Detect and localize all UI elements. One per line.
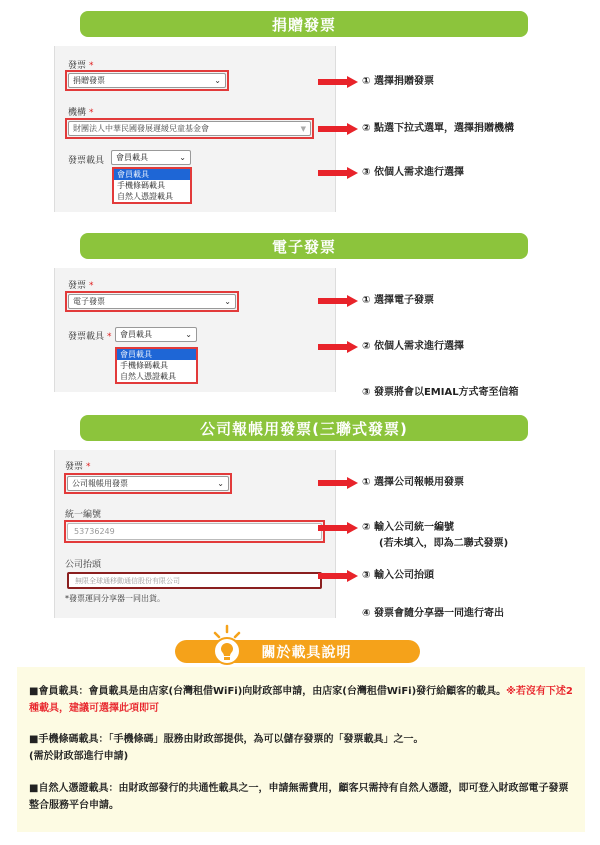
step-note: ② 依個人需求進行選擇 [362, 341, 464, 352]
carrier-option[interactable]: 會員載具 [117, 349, 196, 360]
carrier-option[interactable]: 會員載具 [114, 169, 190, 180]
invoice-type-select[interactable]: 電子發票 ⌄ [68, 294, 236, 309]
highlight-box [64, 473, 232, 494]
step-note: ② 輸入公司統一編號 [362, 522, 454, 533]
mobile-carrier-sub: (需於財政部進行申請) [29, 751, 129, 762]
org-label: 機構 * [68, 108, 94, 118]
arrow-icon [318, 341, 358, 353]
highlight-box [64, 520, 325, 543]
carrier-info-box [17, 667, 585, 832]
invoice-label: 發票 * [65, 462, 91, 472]
invoice-type-select[interactable]: 公司報帳用發票 ⌄ [67, 476, 229, 491]
section-banner-donate: 捐贈發票 [80, 11, 528, 37]
step-note: ① 選擇公司報帳用發票 [362, 477, 464, 488]
chevron-down-icon: ▼ [300, 124, 306, 133]
carrier-option[interactable]: 手機條碼載具 [120, 361, 168, 370]
step-note: ① 選擇捐贈發票 [362, 76, 434, 87]
step-note: ③ 依個人需求進行選擇 [362, 167, 464, 178]
chevron-down-icon: ⌄ [217, 478, 224, 488]
arrow-icon [318, 76, 358, 88]
einvoice-form-panel [54, 268, 336, 392]
carrier-select[interactable]: 會員載具 ⌄ [111, 150, 191, 165]
invoice-label: 發票 * [68, 281, 94, 291]
arrow-icon [318, 295, 358, 307]
company-title-input[interactable]: 無限全球通移動通信股份有限公司 [67, 572, 322, 589]
highlight-box [65, 70, 229, 91]
carrier-label: 發票載具 [68, 156, 105, 166]
arrow-icon [318, 123, 358, 135]
company-form-panel [54, 450, 336, 618]
tax-id-input[interactable]: 53736249 [67, 523, 322, 540]
carrier-label: 發票載具 * [68, 332, 112, 342]
lightbulb-icon [205, 623, 249, 671]
chevron-down-icon: ⌄ [214, 75, 221, 85]
carrier-option[interactable]: 自然人憑證載具 [117, 192, 173, 201]
chevron-down-icon: ⌄ [224, 296, 231, 306]
invoice-type-select[interactable]: 捐贈發票 ⌄ [68, 73, 226, 88]
donate-form-panel [54, 46, 336, 212]
step-note: ① 選擇電子發票 [362, 295, 434, 306]
step-note: ② 點選下拉式選單，選擇捐贈機構 [362, 123, 514, 134]
member-carrier-warning: ※若沒有下述2種載具，建議可選擇此項即可 [29, 686, 573, 714]
step-note-sub: (若未填入，即為二聯式發票) [379, 538, 509, 549]
carrier-select[interactable]: 會員載具 ⌄ [115, 327, 197, 342]
company-title-label: 公司抬頭 [65, 560, 102, 570]
carrier-option[interactable]: 手機條碼載具 [117, 181, 165, 190]
invoice-label: 發票 * [68, 61, 94, 71]
arrow-icon [318, 522, 358, 534]
section-banner-company: 公司報帳用發票(三聯式發票) [80, 415, 528, 441]
highlight-box [112, 167, 192, 204]
chevron-down-icon: ⌄ [185, 329, 192, 339]
arrow-icon [318, 477, 358, 489]
highlight-box [65, 118, 314, 139]
carrier-option[interactable]: 自然人憑證載具 [120, 372, 176, 381]
tax-id-label: 統一編號 [65, 510, 102, 520]
section-banner-einvoice: 電子發票 [80, 233, 528, 259]
donation-org-select[interactable]: 財團法人中華民國發展遲緩兒童基金會 ▼ [68, 121, 311, 136]
citizen-carrier-text: ■自然人憑證載具：由財政部發行的共通性載具之一，申請無需費用，顧客只需持有自然人憑證，即可登入財政部電子發票整合服務平台申請。 [29, 783, 569, 811]
step-note: ③ 輸入公司抬頭 [362, 570, 434, 581]
chevron-down-icon: ⌄ [179, 152, 186, 162]
highlight-box [115, 347, 198, 384]
arrow-icon [318, 570, 358, 582]
arrow-icon [318, 167, 358, 179]
highlight-box [65, 291, 239, 312]
mobile-carrier-text: ■手機條碼載具：「手機條碼」服務由財政部提供，為可以儲存發票的「發票載具」之一。 [29, 734, 424, 745]
step-note: ③ 發票將會以EMIAL方式寄至信箱 [362, 387, 519, 398]
carrier-info-title: 關於載具說明 [175, 640, 420, 663]
shipping-note: *發票運同分享器一同出貨。 [65, 594, 165, 603]
member-carrier-text: ■會員載具：會員載具是由店家(台灣租借WiFi)向財政部申請，由店家(台灣租借WiFi)發行給顧客的載具。※若沒有下述2種載具，建議可選擇此項即可 [29, 686, 573, 714]
step-note: ④ 發票會隨分享器一同進行寄出 [362, 608, 504, 619]
